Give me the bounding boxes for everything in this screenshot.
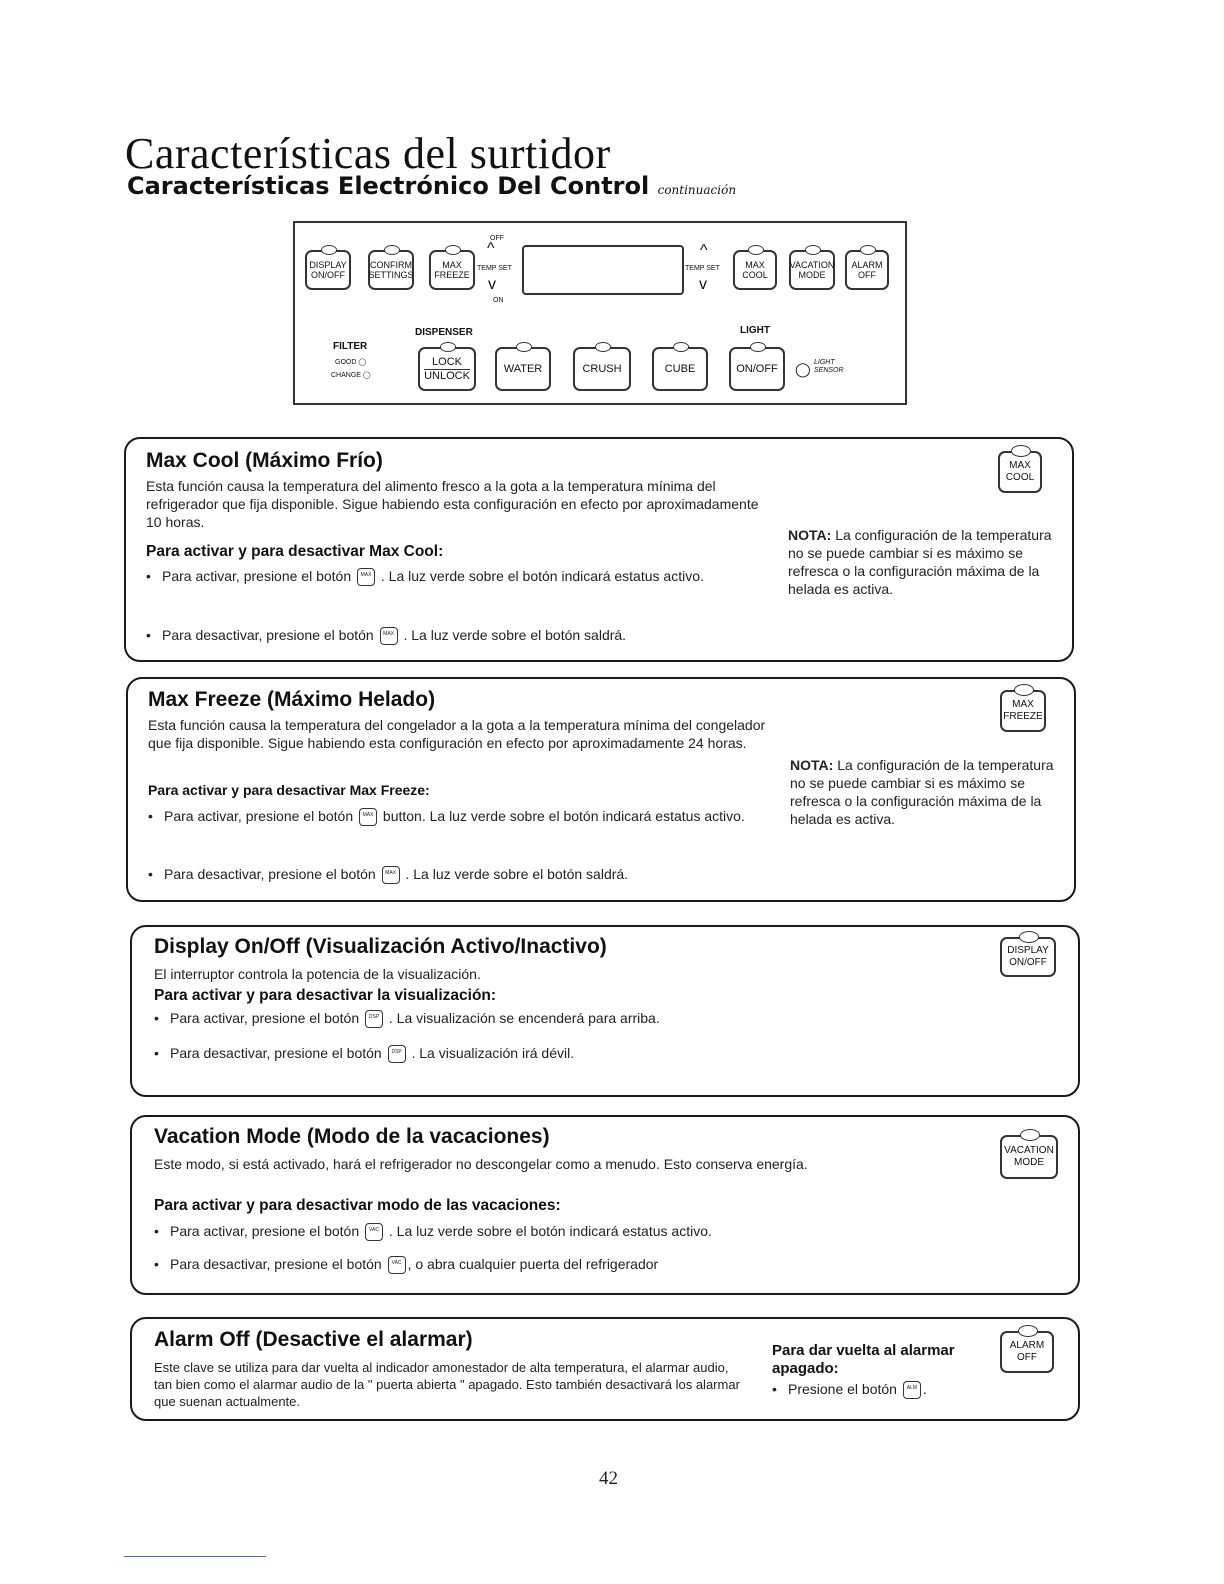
dispenser-label: DISPENSER xyxy=(415,327,473,338)
panel-max-cool-button: MAX COOL xyxy=(733,250,777,290)
vacation-button-icon: VACATION MODE xyxy=(1000,1135,1058,1179)
temp-set-right-label: TEMP SET xyxy=(685,265,720,272)
max-freeze-inline-icon: MAX xyxy=(382,866,400,884)
bullet-text-b: . La visualización se encenderá para arriba. xyxy=(388,1010,660,1026)
vacation-inline-icon: VAC xyxy=(388,1256,406,1274)
panel-crush-button: CRUSH xyxy=(573,347,631,391)
max-freeze-subheading: Para activar y para desactivar Max Freeze: xyxy=(148,782,430,798)
alarm-inline-icon: ALM xyxy=(903,1381,921,1399)
alarm-bullet: • Presione el botón ALM . xyxy=(772,1377,992,1402)
filter-change-label: CHANGE ◯ xyxy=(331,372,371,379)
light-sensor-icon: ◯ xyxy=(795,361,811,377)
note-text: La configuración de la temperatura no se puede cambiar si es máximo se refresca o la configuración máxima de la helada es activa. xyxy=(788,527,1052,597)
temp-down-left-icon: v xyxy=(488,276,496,293)
panel-cube-button: CUBE xyxy=(652,347,708,391)
note-label: NOTA: xyxy=(788,527,832,543)
temp-up-right-icon: ^ xyxy=(700,242,708,259)
alarm-button-icon: ALARM OFF xyxy=(1000,1331,1054,1373)
bullet-text-b: , o abra cualquier puerta del refrigerador xyxy=(407,1256,659,1272)
max-cool-bullet-activate: • Para activar, presione el botón MAX . La luz verde sobre el botón indicará estatus activo. xyxy=(146,564,782,589)
light-label: LIGHT xyxy=(740,325,770,336)
max-cool-body: Esta función causa la temperatura del alimento fresco a la gota a la temperatura mínima del refrigerador que fija disponible. Sigue habiendo esta configuración en efecto por aproximadamente 10 horas. xyxy=(146,478,759,530)
alarm-title: Alarm Off (Desactive el alarmar) xyxy=(154,1328,473,1351)
bullet-text-a: Presione el botón xyxy=(788,1381,897,1397)
max-freeze-bullet-deactivate: • Para desactivar, presione el botón MAX . La luz verde sobre el botón saldrá. xyxy=(148,862,788,887)
bullet-text-a: Para desactivar, presione el botón xyxy=(162,627,374,643)
max-freeze-bullet-activate: • Para activar, presione el botón MAX button. La luz verde sobre el botón indicará estatus activo. xyxy=(148,804,788,829)
max-freeze-inline-icon: MAX xyxy=(359,808,377,826)
bullet-text-b: button. La luz verde sobre el botón indicará estatus activo. xyxy=(382,808,745,824)
display-inline-icon: DSP xyxy=(365,1010,383,1028)
bullet-text-a: Para desactivar, presione el botón xyxy=(164,866,376,882)
alarm-body: Este clave se utiliza para dar vuelta al indicador amonestador de alta temperatura, el alarmar audio, tan bien como el alarmar audio de la " puerta abierta " apagado. Esto también desactivará los alarmar que suenan actualmente. xyxy=(154,1360,740,1409)
lcd-display xyxy=(522,245,684,295)
good-text: GOOD xyxy=(335,359,357,366)
panel-alarm-button: ALARM OFF xyxy=(845,250,889,290)
lock-text: LOCK xyxy=(432,355,462,368)
max-freeze-title: Max Freeze (Máximo Helado) xyxy=(148,688,436,711)
panel-confirm-button: CONFIRM SETTINGS xyxy=(368,250,414,290)
max-cool-bullet-deactivate: • Para desactivar, presione el botón MAX . La luz verde sobre el botón saldrá. xyxy=(146,623,782,648)
max-cool-inline-icon: MAX xyxy=(380,627,398,645)
max-freeze-note xyxy=(790,756,1060,828)
vacation-inline-icon: VAC xyxy=(365,1223,383,1241)
display-button-icon: DISPLAY ON/OFF xyxy=(1000,937,1056,977)
lock-unlock-text xyxy=(424,356,470,383)
max-cool-title: Max Cool (Máximo Frío) xyxy=(146,449,383,472)
bullet-text-b: . La luz verde sobre el botón saldrá. xyxy=(403,627,627,643)
max-freeze-button-icon: MAX FREEZE xyxy=(1000,690,1046,732)
bullet-text-a: Para activar, presione el botón xyxy=(162,568,352,584)
note-text: La configuración de la temperatura no se puede cambiar si es máximo se refresca o la configuración máxima de la helada es activa. xyxy=(790,757,1054,827)
panel-vacation-button: VACATION MODE xyxy=(789,250,835,290)
display-title: Display On/Off (Visualización Activo/Inactivo) xyxy=(154,935,607,958)
bullet-text-a: Para activar, presione el botón xyxy=(164,808,354,824)
max-cool-inline-icon: MAX xyxy=(357,568,375,586)
light-sensor-label: LIGHT SENSOR xyxy=(814,359,844,374)
bullet-text-b: . xyxy=(922,1381,927,1397)
bullet-text-b: . La luz verde sobre el botón indicará estatus activo. xyxy=(388,1223,712,1239)
bullet-text-b: . La visualización irá dévil. xyxy=(411,1045,575,1061)
panel-light-button: ON/OFF xyxy=(729,347,785,391)
display-bullet-activate: • Para activar, presione el botón DSP . La visualización se encenderá para arriba. xyxy=(154,1006,954,1031)
page-title: Características del surtidor xyxy=(125,129,611,178)
panel-display-button: DISPLAY ON/OFF xyxy=(305,250,351,290)
max-cool-note xyxy=(788,526,1068,598)
max-freeze-body: Esta función causa la temperatura del congelador a la gota a la temperatura mínima del congelador que fija disponible. Sigue habiendo esta configuración en efecto por aproximadamente 24 horas. xyxy=(148,717,766,751)
panel-max-freeze-button: MAX FREEZE xyxy=(429,250,475,290)
change-text: CHANGE xyxy=(331,372,361,379)
vacation-title: Vacation Mode (Modo de la vacaciones) xyxy=(154,1125,550,1148)
bullet-text-a: Para desactivar, presione el botón xyxy=(170,1256,382,1272)
continued-label: continuación xyxy=(657,183,737,197)
alarm-subheading: Para dar vuelta al alarmar apagado: xyxy=(772,1342,955,1377)
footer-rule xyxy=(124,1556,266,1557)
note-label: NOTA: xyxy=(790,757,834,773)
temp-up-left-icon: ^ xyxy=(487,240,495,257)
vacation-bullet-deactivate: • Para desactivar, presione el botón VAC , o abra cualquier puerta del refrigerador xyxy=(154,1252,954,1277)
on-label: ON xyxy=(493,297,504,304)
filter-good-label: GOOD ◯ xyxy=(335,359,367,366)
bullet-text-b: . La luz verde sobre el botón saldrá. xyxy=(405,866,629,882)
display-inline-icon: DSP xyxy=(388,1045,406,1063)
page-subtitle xyxy=(127,172,736,200)
page-number: 42 xyxy=(599,1468,618,1489)
display-subheading: Para activar y para desactivar la visualización: xyxy=(154,987,497,1004)
vacation-subheading: Para activar y para desactivar modo de las vacaciones: xyxy=(154,1197,561,1214)
vacation-bullet-activate: • Para activar, presione el botón VAC . La luz verde sobre el botón indicará estatus activo. xyxy=(154,1219,954,1244)
bullet-text-a: Para desactivar, presione el botón xyxy=(170,1045,382,1061)
bullet-text-b: . La luz verde sobre el botón indicará estatus activo. xyxy=(380,568,704,584)
panel-lock-button xyxy=(418,347,476,391)
off-label: OFF xyxy=(490,235,504,242)
temp-set-left-label: TEMP SET xyxy=(477,265,512,272)
max-cool-button-icon: MAX COOL xyxy=(998,451,1042,493)
display-body: El interruptor controla la potencia de la visualización. xyxy=(154,966,481,982)
display-bullet-deactivate: • Para desactivar, presione el botón DSP . La visualización irá dévil. xyxy=(154,1041,954,1066)
control-panel-diagram xyxy=(293,221,907,405)
bullet-text-a: Para activar, presione el botón xyxy=(170,1010,360,1026)
unlock-text: UNLOCK xyxy=(424,369,470,382)
temp-down-right-icon: v xyxy=(699,276,707,293)
max-cool-subheading: Para activar y para desactivar Max Cool: xyxy=(146,543,444,560)
panel-water-button: WATER xyxy=(495,347,551,391)
subtitle-text: Características Electrónico Del Control xyxy=(127,172,650,200)
bullet-text-a: Para activar, presione el botón xyxy=(170,1223,360,1239)
filter-label: FILTER xyxy=(333,341,368,352)
vacation-body: Este modo, si está activado, hará el refrigerador no descongelar como a menudo. Esto conserva energía. xyxy=(154,1156,808,1172)
